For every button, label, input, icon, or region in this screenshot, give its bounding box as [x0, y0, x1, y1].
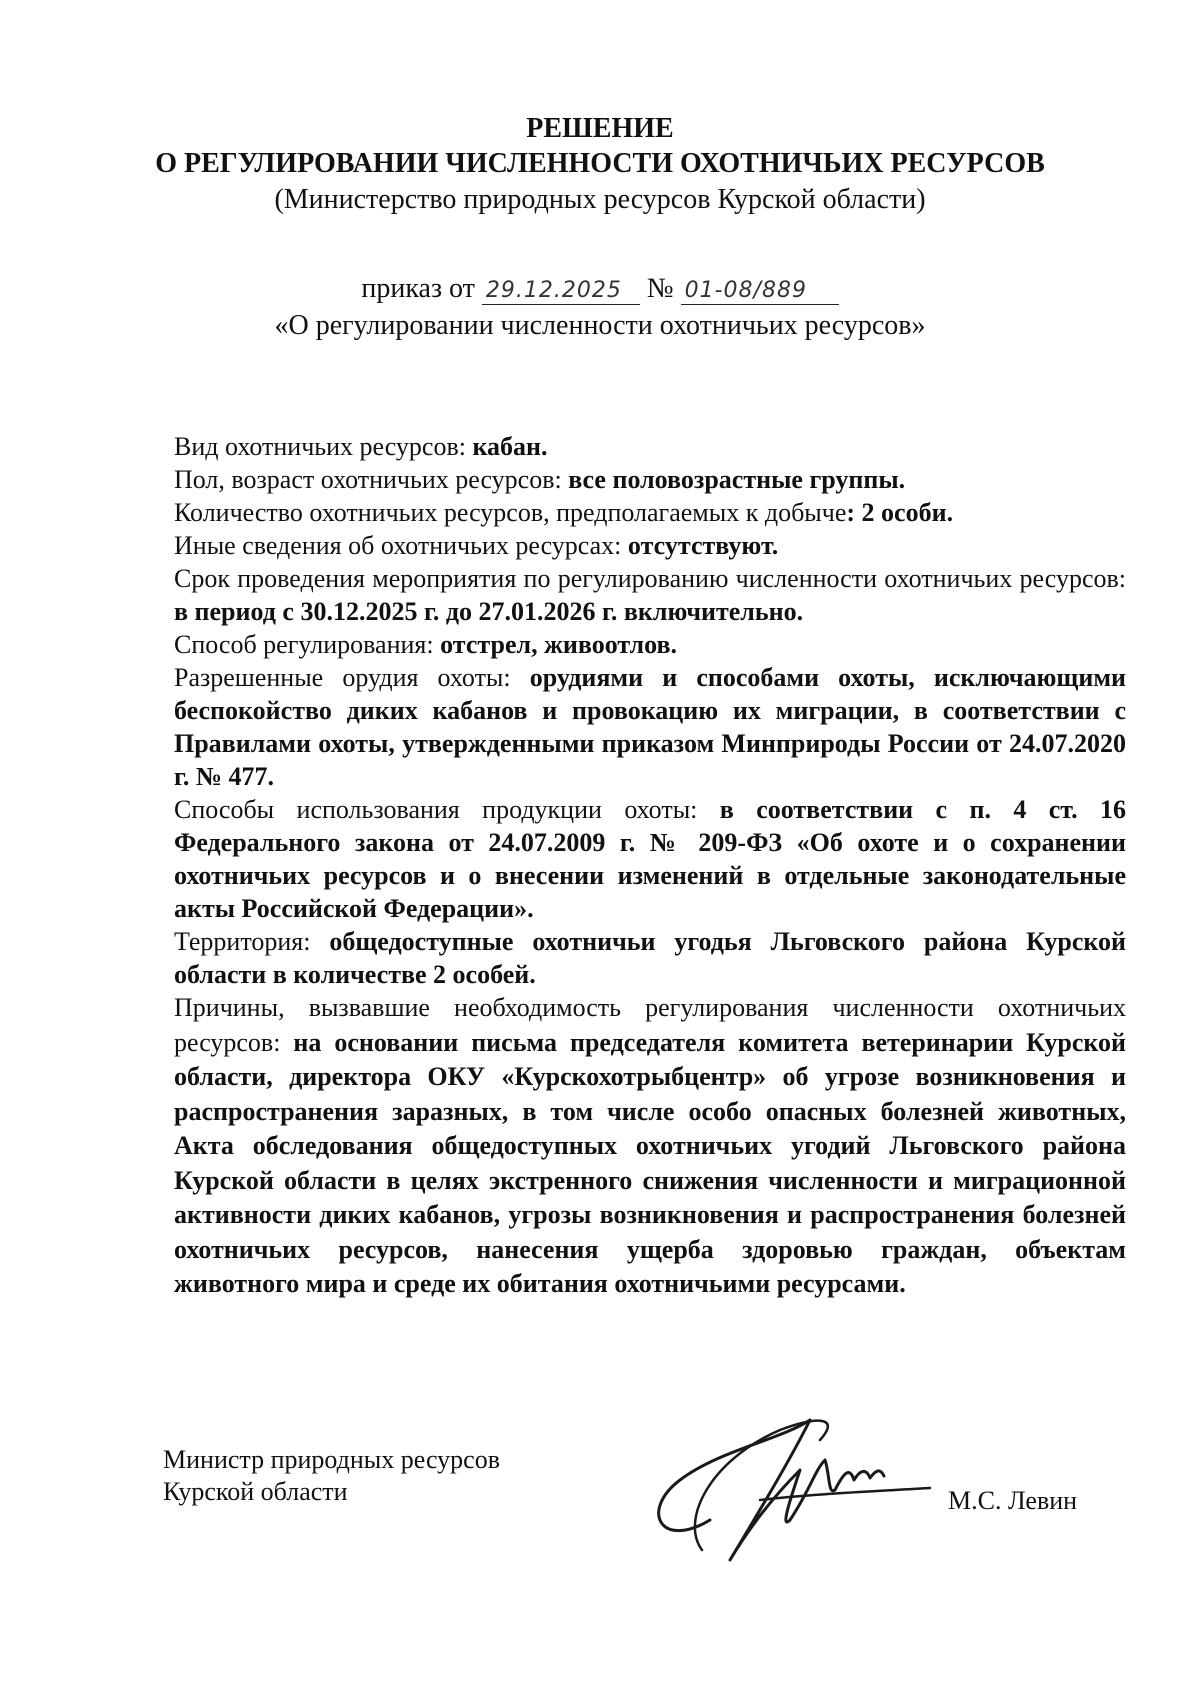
field-value: все половозрастные группы. — [568, 465, 906, 494]
field-period — [174, 562, 1126, 628]
field-label: Разрешенные орудия охоты: — [174, 663, 530, 692]
field-other-info — [174, 529, 1126, 562]
field-label: Способ регулирования: — [174, 630, 441, 659]
field-reasons — [174, 991, 1126, 1302]
field-method — [174, 628, 1126, 661]
field-resource-type — [174, 430, 1126, 463]
field-label: Вид охотничьих ресурсов: — [174, 432, 473, 461]
field-value: в период с 30.12.2025 г. до 27.01.2026 г. включительно. — [174, 597, 804, 626]
order-number-label: № — [646, 273, 674, 304]
field-label: Иные сведения об охотничьих ресурсах: — [174, 531, 628, 560]
field-value: орудиями и способами охоты, исключающими беспокойство диких кабанов и провокацию их миграции, в соответствии с Правилами охоты, утвержденными приказом Минприроды России от 24.07.2020 г. № 477. — [174, 663, 1127, 791]
issuing-authority: (Министерство природных ресурсов Курской области) — [274, 184, 926, 215]
field-territory — [174, 925, 1126, 991]
order-date-handwritten: 29.12.2025 — [482, 278, 640, 305]
field-label: Пол, возраст охотничьих ресурсов: — [174, 465, 569, 494]
field-label: Территория: — [174, 927, 330, 956]
field-label: Количество охотничьих ресурсов, предполагаемых к добыче — [174, 498, 847, 527]
document-title-subject: О РЕГУЛИРОВАНИИ ЧИСЛЕННОСТИ ОХОТНИЧЬИХ РЕСУРСОВ — [155, 148, 1045, 179]
field-product-use — [174, 793, 1126, 925]
field-value: в соответствии с п. 4 ст. 16 Федерального закона от 24.07.2009 г. № 209-ФЗ «Об охоте и о сохранении охотничьих ресурсов и о внесении изменений в отдельные законодательные акты Российской Федерации». — [174, 795, 1126, 923]
document-title: РЕШЕНИЕ — [526, 113, 674, 144]
field-label: Срок проведения мероприятия по регулированию численности охотничьих ресурсов: — [174, 564, 1126, 593]
decision-details — [174, 430, 1126, 1302]
field-value: на основании письма председателя комитета ветеринарии Курской области, директора ОКУ «Курскохотрыбцентр» об угрозе возникновения и распространения заразных, в том числе особо опасных болезней животных, Акта обследования общедоступных охотничьих угодий Льговского района Курской области в целях экстренного снижения численности и миграционной активности диких кабанов, угрозы возникновения и распространения болезней охотничьих ресурсов, нанесения ущерба здоровью граждан, объектам животного мира и среде их обитания охотничьими ресурсами. — [174, 1027, 1126, 1298]
signer-position — [163, 1444, 500, 1508]
order-name: «О регулировании численности охотничьих ресурсов» — [274, 310, 926, 341]
field-value: отстрел, живоотлов. — [440, 630, 678, 659]
signer-name: М.С. Левин — [948, 1486, 1078, 1515]
signer-position-line: Министр природных ресурсов — [163, 1445, 500, 1474]
field-value: : 2 особи. — [846, 498, 954, 527]
field-value: общедоступные охотничьи угодья Льговского района Курской области в количестве 2 особей. — [174, 927, 1126, 989]
field-sex-age — [174, 463, 1126, 496]
order-reference — [0, 272, 1200, 306]
order-number-handwritten: 01-08/889 — [681, 278, 839, 305]
field-hunting-tools — [174, 661, 1126, 793]
field-quantity — [174, 496, 1126, 529]
signer-position-line: Курской области — [163, 1477, 348, 1506]
field-value: отсутствуют. — [627, 531, 779, 560]
field-value: кабан. — [472, 432, 548, 461]
order-prefix: приказ от — [361, 273, 475, 304]
field-label: Причины, вызвавшие необходимость регулирования численности охотничьих ресурсов: — [174, 993, 1126, 1057]
handwritten-signature — [640, 1400, 940, 1590]
field-label: Способы использования продукции охоты: — [174, 795, 720, 824]
